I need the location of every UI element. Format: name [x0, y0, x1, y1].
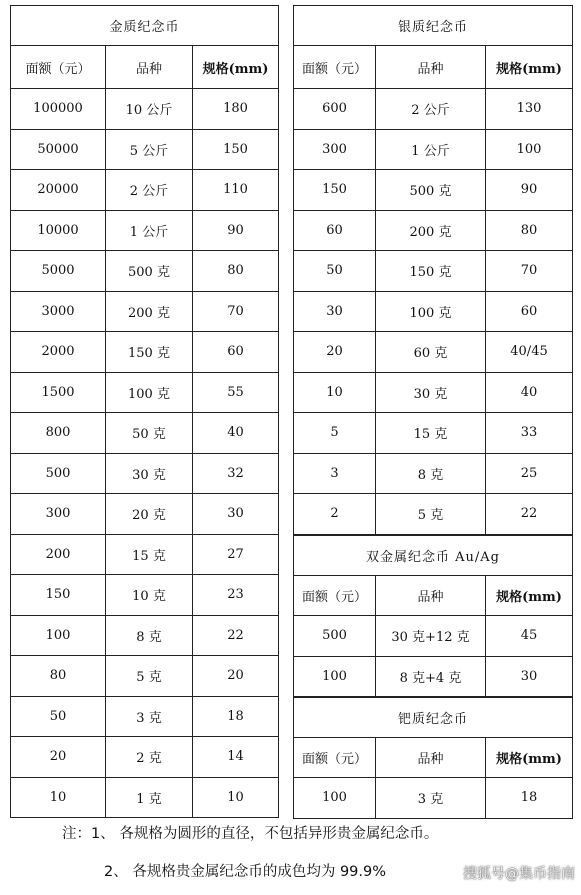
diameter-cell: 23	[193, 575, 279, 616]
table-row	[294, 413, 573, 454]
denomination-cell: 20	[11, 737, 106, 778]
diameter-cell: 180	[193, 89, 279, 130]
weight-cell: 8 克	[376, 453, 486, 494]
table-row	[11, 210, 279, 251]
table-row	[294, 616, 573, 657]
table-row	[294, 129, 573, 170]
diameter-cell: 110	[193, 170, 279, 211]
weight-cell: 3 克	[106, 696, 193, 737]
denomination-cell: 100	[11, 615, 106, 656]
table-row	[294, 494, 573, 535]
weight-cell: 30 克	[376, 372, 486, 413]
diameter-cell: 25	[486, 453, 573, 494]
denomination-cell: 3000	[11, 291, 106, 332]
diameter-cell: 10	[193, 777, 279, 818]
weight-cell: 1 克	[106, 777, 193, 818]
column-header: 面额（元）	[294, 46, 376, 89]
table-row	[294, 251, 573, 292]
column-header: 品种	[376, 576, 486, 616]
silver-table-title: 银质纪念币	[294, 6, 573, 46]
diameter-cell: 30	[193, 494, 279, 535]
table-row	[11, 737, 279, 778]
diameter-cell: 80	[486, 210, 573, 251]
diameter-cell: 32	[193, 453, 279, 494]
denomination-cell: 200	[11, 534, 106, 575]
weight-cell: 30 克	[106, 453, 193, 494]
column-header: 品种	[106, 46, 193, 89]
table-row	[11, 89, 279, 130]
denomination-cell: 2	[294, 494, 376, 535]
diameter-cell: 40	[486, 372, 573, 413]
column-header: 规格(mm)	[486, 46, 573, 89]
denomination-cell: 20000	[11, 170, 106, 211]
denomination-cell: 300	[11, 494, 106, 535]
diameter-cell: 90	[193, 210, 279, 251]
table-row	[11, 372, 279, 413]
weight-cell: 30 克+12 克	[376, 616, 486, 657]
denomination-cell: 100000	[11, 89, 106, 130]
denomination-cell: 10	[294, 372, 376, 413]
denomination-cell: 150	[294, 170, 376, 211]
table-row	[11, 291, 279, 332]
denomination-cell: 100	[294, 656, 376, 697]
table-row	[294, 170, 573, 211]
denomination-cell: 30	[294, 291, 376, 332]
column-header: 面额（元）	[11, 46, 106, 89]
diameter-cell: 100	[486, 129, 573, 170]
table-row	[11, 332, 279, 373]
table-row	[294, 332, 573, 373]
denomination-cell: 10	[11, 777, 106, 818]
denomination-cell: 50	[11, 696, 106, 737]
weight-cell: 50 克	[106, 413, 193, 454]
weight-cell: 10 克	[106, 575, 193, 616]
denomination-cell: 2000	[11, 332, 106, 373]
table-row	[294, 89, 573, 130]
denomination-cell: 80	[11, 656, 106, 697]
diameter-cell: 22	[486, 494, 573, 535]
weight-cell: 500 克	[376, 170, 486, 211]
diameter-cell: 40/45	[486, 332, 573, 373]
weight-cell: 15 克	[106, 534, 193, 575]
column-header: 面额（元）	[294, 576, 376, 616]
table-row	[11, 413, 279, 454]
denomination-cell: 100	[294, 778, 376, 819]
table-row	[294, 453, 573, 494]
weight-cell: 20 克	[106, 494, 193, 535]
table-row	[11, 777, 279, 818]
diameter-cell: 18	[193, 696, 279, 737]
table-row	[294, 372, 573, 413]
diameter-cell: 80	[193, 251, 279, 292]
diameter-cell: 60	[193, 332, 279, 373]
denomination-cell: 20	[294, 332, 376, 373]
table-row	[11, 615, 279, 656]
diameter-cell: 70	[486, 251, 573, 292]
column-header: 品种	[376, 738, 486, 778]
diameter-cell: 14	[193, 737, 279, 778]
table-row	[11, 170, 279, 211]
weight-cell: 5 公斤	[106, 129, 193, 170]
weight-cell: 1 公斤	[106, 210, 193, 251]
weight-cell: 2 克	[106, 737, 193, 778]
denomination-cell: 60	[294, 210, 376, 251]
weight-cell: 8 克+4 克	[376, 656, 486, 697]
diameter-cell: 60	[486, 291, 573, 332]
bimetal-table-title: 双金属纪念币 Au/Ag	[294, 536, 573, 576]
palladium-coin-table	[293, 697, 573, 819]
denomination-cell: 3	[294, 453, 376, 494]
weight-cell: 5 克	[376, 494, 486, 535]
diameter-cell: 18	[486, 778, 573, 819]
diameter-cell: 30	[486, 656, 573, 697]
bimetal-coin-table	[293, 535, 573, 697]
diameter-cell: 55	[193, 372, 279, 413]
weight-cell: 1 公斤	[376, 129, 486, 170]
weight-cell: 150 克	[376, 251, 486, 292]
note-line-1: 注：1、 各规格为圆形的直径，不包括异形贵金属纪念币。	[62, 826, 439, 842]
table-row	[11, 494, 279, 535]
diameter-cell: 27	[193, 534, 279, 575]
weight-cell: 10 公斤	[106, 89, 193, 130]
diameter-cell: 22	[193, 615, 279, 656]
palladium-table-title: 钯质纪念币	[294, 698, 573, 738]
weight-cell: 3 克	[376, 778, 486, 819]
weight-cell: 100 克	[106, 372, 193, 413]
gold-table-title: 金质纪念币	[11, 6, 279, 46]
column-header: 规格(mm)	[193, 46, 279, 89]
table-row	[11, 575, 279, 616]
table-row	[11, 534, 279, 575]
diameter-cell: 20	[193, 656, 279, 697]
denomination-cell: 150	[11, 575, 106, 616]
denomination-cell: 1500	[11, 372, 106, 413]
weight-cell: 2 公斤	[376, 89, 486, 130]
table-row	[294, 656, 573, 697]
denomination-cell: 5000	[11, 251, 106, 292]
weight-cell: 15 克	[376, 413, 486, 454]
table-row	[294, 291, 573, 332]
diameter-cell: 45	[486, 616, 573, 657]
denomination-cell: 50	[294, 251, 376, 292]
table-row	[11, 251, 279, 292]
table-row	[294, 210, 573, 251]
weight-cell: 5 克	[106, 656, 193, 697]
diameter-cell: 70	[193, 291, 279, 332]
diameter-cell: 130	[486, 89, 573, 130]
denomination-cell: 5	[294, 413, 376, 454]
denomination-cell: 500	[294, 616, 376, 657]
weight-cell: 150 克	[106, 332, 193, 373]
diameter-cell: 40	[193, 413, 279, 454]
table-row	[294, 778, 573, 819]
weight-cell: 60 克	[376, 332, 486, 373]
denomination-cell: 600	[294, 89, 376, 130]
diameter-cell: 90	[486, 170, 573, 211]
watermark: 搜狐号@集币指南	[463, 866, 575, 882]
column-header: 规格(mm)	[486, 576, 573, 616]
weight-cell: 200 克	[376, 210, 486, 251]
table-row	[11, 696, 279, 737]
gold-coin-table	[10, 5, 279, 818]
diameter-cell: 33	[486, 413, 573, 454]
column-header: 规格(mm)	[486, 738, 573, 778]
table-row	[11, 656, 279, 697]
silver-coin-table	[293, 5, 573, 535]
weight-cell: 200 克	[106, 291, 193, 332]
denomination-cell: 50000	[11, 129, 106, 170]
column-header: 面额（元）	[294, 738, 376, 778]
denomination-cell: 300	[294, 129, 376, 170]
denomination-cell: 500	[11, 453, 106, 494]
weight-cell: 100 克	[376, 291, 486, 332]
weight-cell: 500 克	[106, 251, 193, 292]
note-line-2: 2、 各规格贵金属纪念币的成色均为 99.9%	[104, 864, 387, 880]
column-header: 品种	[376, 46, 486, 89]
denomination-cell: 800	[11, 413, 106, 454]
diameter-cell: 150	[193, 129, 279, 170]
weight-cell: 2 公斤	[106, 170, 193, 211]
table-row	[11, 453, 279, 494]
denomination-cell: 10000	[11, 210, 106, 251]
weight-cell: 8 克	[106, 615, 193, 656]
table-row	[11, 129, 279, 170]
